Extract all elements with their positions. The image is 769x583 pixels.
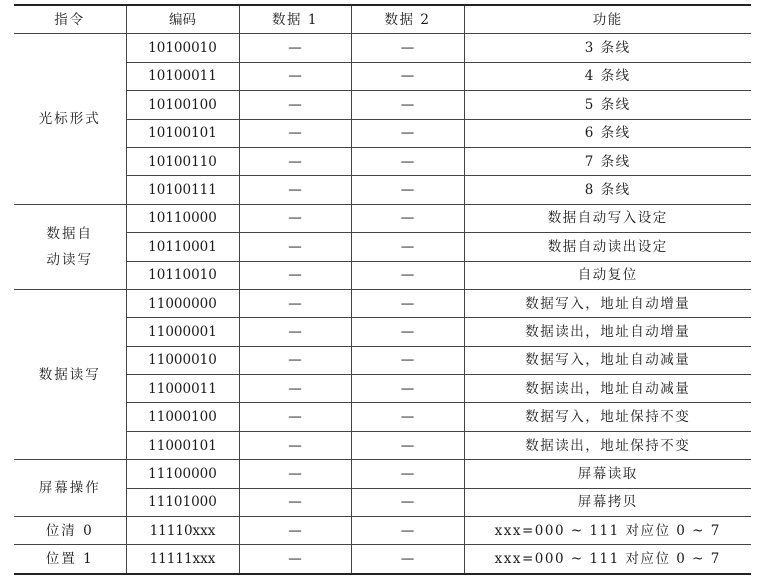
code-cell: 11000001 [126, 318, 239, 346]
data2-cell: — [351, 318, 464, 346]
function-cell: 5 条线 [464, 91, 751, 119]
header-function: 功能 [464, 5, 751, 34]
function-cell: 数据读出，地址自动增量 [464, 318, 751, 346]
code-cell: 10100011 [126, 62, 239, 90]
data2-cell: — [351, 147, 464, 175]
command-group-name [14, 517, 126, 545]
command-group-name-line: 数据自 [46, 225, 93, 242]
command-group-name-line: 动读写 [46, 251, 93, 268]
code-cell: 10100101 [126, 119, 239, 147]
header-data2: 数据 2 [351, 5, 464, 34]
header-data1: 数据 1 [239, 5, 351, 34]
command-group-name [14, 289, 126, 459]
data2-cell: — [351, 517, 464, 545]
data1-cell: — [239, 517, 351, 545]
function-cell: 4 条线 [464, 62, 751, 90]
data1-cell: — [239, 261, 351, 289]
function-cell: 屏幕拷贝 [464, 488, 751, 516]
code-cell: 10100110 [126, 147, 239, 175]
function-cell: 7 条线 [464, 147, 751, 175]
code-cell: 11101000 [126, 488, 239, 516]
header-command: 指令 [14, 5, 126, 34]
data2-cell: — [351, 34, 464, 62]
function-cell: 屏幕读取 [464, 460, 751, 488]
data2-cell: — [351, 233, 464, 261]
data2-cell: — [351, 431, 464, 459]
function-cell: 数据读出，地址自动减量 [464, 375, 751, 403]
data1-cell: — [239, 375, 351, 403]
code-cell: 11000000 [126, 289, 239, 317]
header-code: 编码 [126, 5, 239, 34]
command-group-name-line: 光标形式 [38, 111, 101, 128]
data1-cell: — [239, 431, 351, 459]
function-cell: 数据写入，地址自动减量 [464, 346, 751, 374]
code-cell: 11000010 [126, 346, 239, 374]
command-group-name-line: 位清 0 [45, 522, 94, 539]
data1-cell: — [239, 545, 351, 574]
code-cell: 11000100 [126, 403, 239, 431]
data1-cell: — [239, 460, 351, 488]
function-cell: 数据读出，地址保持不变 [464, 431, 751, 459]
function-cell: xxx=000 ~ 111 对应位 0 ~ 7 [464, 517, 751, 545]
command-group-name [14, 545, 126, 574]
data1-cell: — [239, 119, 351, 147]
data1-cell: — [239, 62, 351, 90]
data1-cell: — [239, 147, 351, 175]
code-cell: 11000011 [126, 375, 239, 403]
command-group-name [14, 460, 126, 517]
command-table [14, 4, 751, 575]
function-cell: xxx=000 ~ 111 对应位 0 ~ 7 [464, 545, 751, 574]
data1-cell: — [239, 318, 351, 346]
data1-cell: — [239, 289, 351, 317]
table-row [14, 460, 751, 488]
table-row [14, 517, 751, 545]
data2-cell: — [351, 346, 464, 374]
function-cell: 数据写入，地址保持不变 [464, 403, 751, 431]
data1-cell: — [239, 346, 351, 374]
table-row [14, 204, 751, 232]
table-row [14, 545, 751, 574]
function-cell: 6 条线 [464, 119, 751, 147]
code-cell: 10100111 [126, 176, 239, 204]
function-cell: 3 条线 [464, 34, 751, 62]
data1-cell: — [239, 233, 351, 261]
data2-cell: — [351, 91, 464, 119]
function-cell: 数据写入，地址自动增量 [464, 289, 751, 317]
data1-cell: — [239, 204, 351, 232]
command-group-name [14, 34, 126, 204]
code-cell: 10110010 [126, 261, 239, 289]
data2-cell: — [351, 460, 464, 488]
data2-cell: — [351, 261, 464, 289]
data1-cell: — [239, 91, 351, 119]
data2-cell: — [351, 119, 464, 147]
command-group-name-line: 位置 1 [45, 551, 94, 568]
command-group-name-line: 屏幕操作 [38, 480, 101, 497]
table-row [14, 34, 751, 62]
code-cell: 11110xxx [126, 517, 239, 545]
data2-cell: — [351, 289, 464, 317]
code-cell: 10100010 [126, 34, 239, 62]
data1-cell: — [239, 176, 351, 204]
data2-cell: — [351, 375, 464, 403]
function-cell: 8 条线 [464, 176, 751, 204]
data2-cell: — [351, 204, 464, 232]
code-cell: 11100000 [126, 460, 239, 488]
code-cell: 11111xxx [126, 545, 239, 574]
table-body [14, 34, 751, 574]
command-group-name [14, 204, 126, 289]
table-row [14, 289, 751, 317]
data2-cell: — [351, 403, 464, 431]
data2-cell: — [351, 545, 464, 574]
function-cell: 数据自动写入设定 [464, 204, 751, 232]
data1-cell: — [239, 403, 351, 431]
command-group-name-line: 数据读写 [38, 366, 101, 383]
code-cell: 10110000 [126, 204, 239, 232]
data1-cell: — [239, 488, 351, 516]
function-cell: 数据自动读出设定 [464, 233, 751, 261]
header-row [14, 5, 751, 34]
data2-cell: — [351, 176, 464, 204]
data2-cell: — [351, 62, 464, 90]
table-header [14, 5, 751, 34]
code-cell: 10100100 [126, 91, 239, 119]
function-cell: 自动复位 [464, 261, 751, 289]
data2-cell: — [351, 488, 464, 516]
code-cell: 11000101 [126, 431, 239, 459]
data1-cell: — [239, 34, 351, 62]
code-cell: 10110001 [126, 233, 239, 261]
